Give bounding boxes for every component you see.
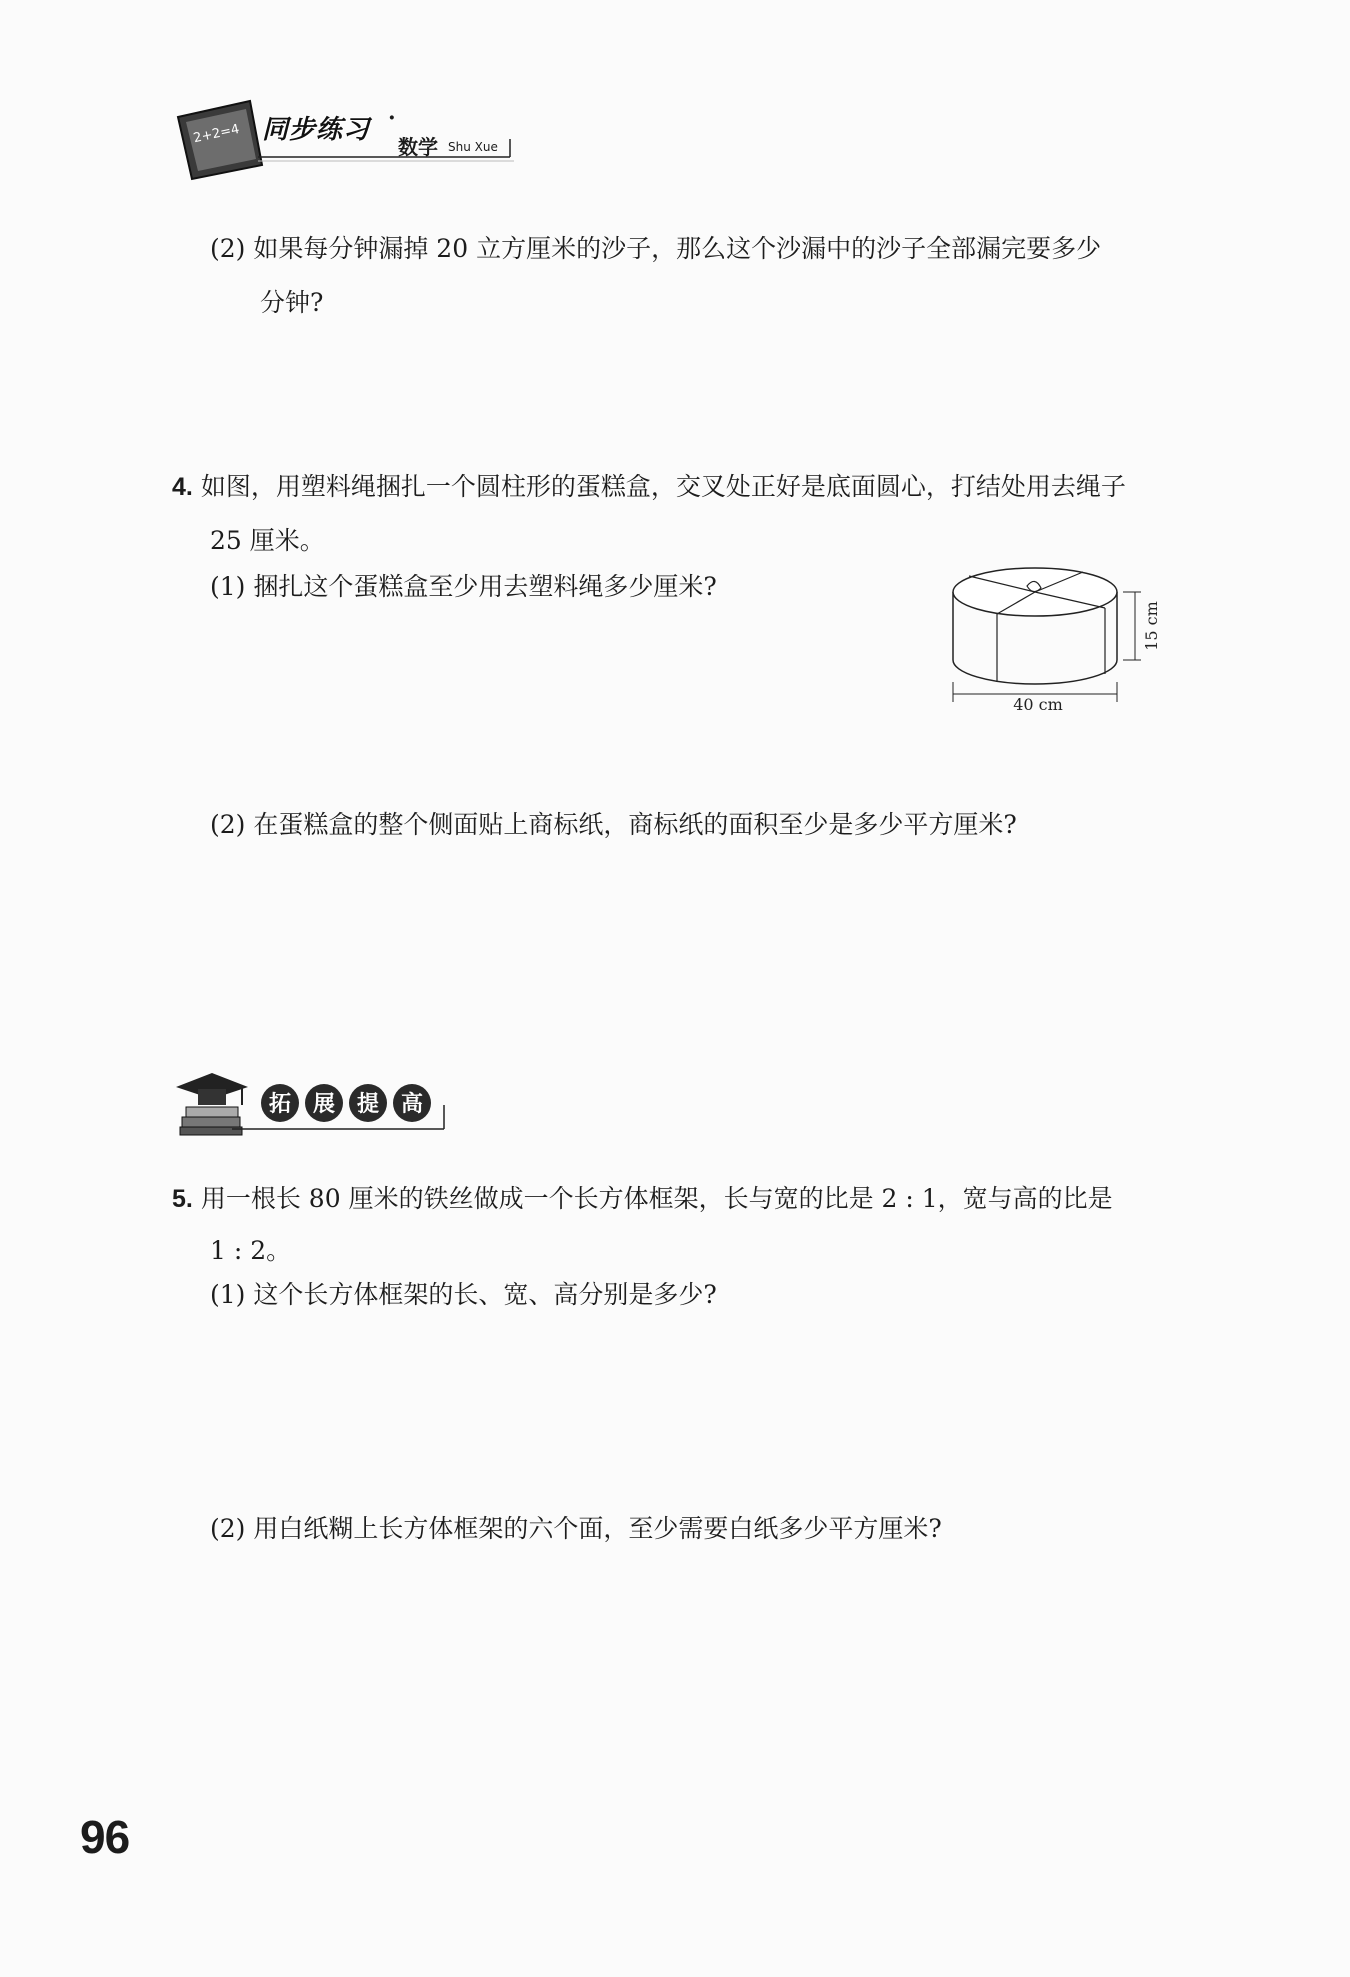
subject-label: 数学 xyxy=(398,135,438,159)
q4-part1: (1) 捆扎这个蛋糕盒至少用去塑料绳多少厘米? xyxy=(210,572,717,601)
q4-part2: (2) 在蛋糕盒的整个侧面贴上商标纸，商标纸的面积至少是多少平方厘米? xyxy=(210,810,1017,839)
q5-line1 xyxy=(172,1172,1113,1226)
series-title: 同步练习 xyxy=(262,115,371,145)
q4-number: 4. xyxy=(172,473,193,501)
q4-line1 xyxy=(172,460,1126,514)
page-header xyxy=(170,95,530,185)
q5-part2: (2) 用白纸糊上长方体框架的六个面，至少需要白纸多少平方厘米? xyxy=(210,1514,942,1543)
subject-pinyin: Shu Xue xyxy=(448,140,498,154)
q4-line2: 25 厘米。 xyxy=(210,526,325,555)
q4-text: 如图，用塑料绳捆扎一个圆柱形的蛋糕盒，交叉处正好是底面圆心，打结处用去绳子 xyxy=(200,472,1126,501)
badge-text: 2+2=4 xyxy=(192,121,241,147)
graduation-cap-books-icon xyxy=(172,1065,462,1145)
section-char-1: 拓 xyxy=(268,1092,292,1117)
section-char-3: 提 xyxy=(356,1092,380,1117)
q3-part2-line1: (2) 如果每分钟漏掉 20 立方厘米的沙子，那么这个沙漏中的沙子全部漏完要多少 xyxy=(210,234,1102,263)
q3-part2-line2: 分钟? xyxy=(260,288,324,317)
cake-box-figure xyxy=(945,560,1185,720)
q5-number: 5. xyxy=(172,1185,193,1213)
q5-line2: 1 : 2。 xyxy=(210,1236,292,1265)
q5-part1: (1) 这个长方体框架的长、宽、高分别是多少? xyxy=(210,1280,717,1309)
width-label: 40 cm xyxy=(1013,695,1063,714)
q5-text: 用一根长 80 厘米的铁丝做成一个长方体框架，长与宽的比是 2 : 1，宽与高的比是 xyxy=(200,1184,1113,1213)
section-heading xyxy=(172,1065,462,1145)
section-char-4: 高 xyxy=(400,1092,424,1117)
page-number: 96 xyxy=(80,1811,130,1863)
title-dot: · xyxy=(388,105,396,131)
height-label: 15 cm xyxy=(1142,601,1161,651)
section-char-2: 展 xyxy=(312,1092,336,1117)
